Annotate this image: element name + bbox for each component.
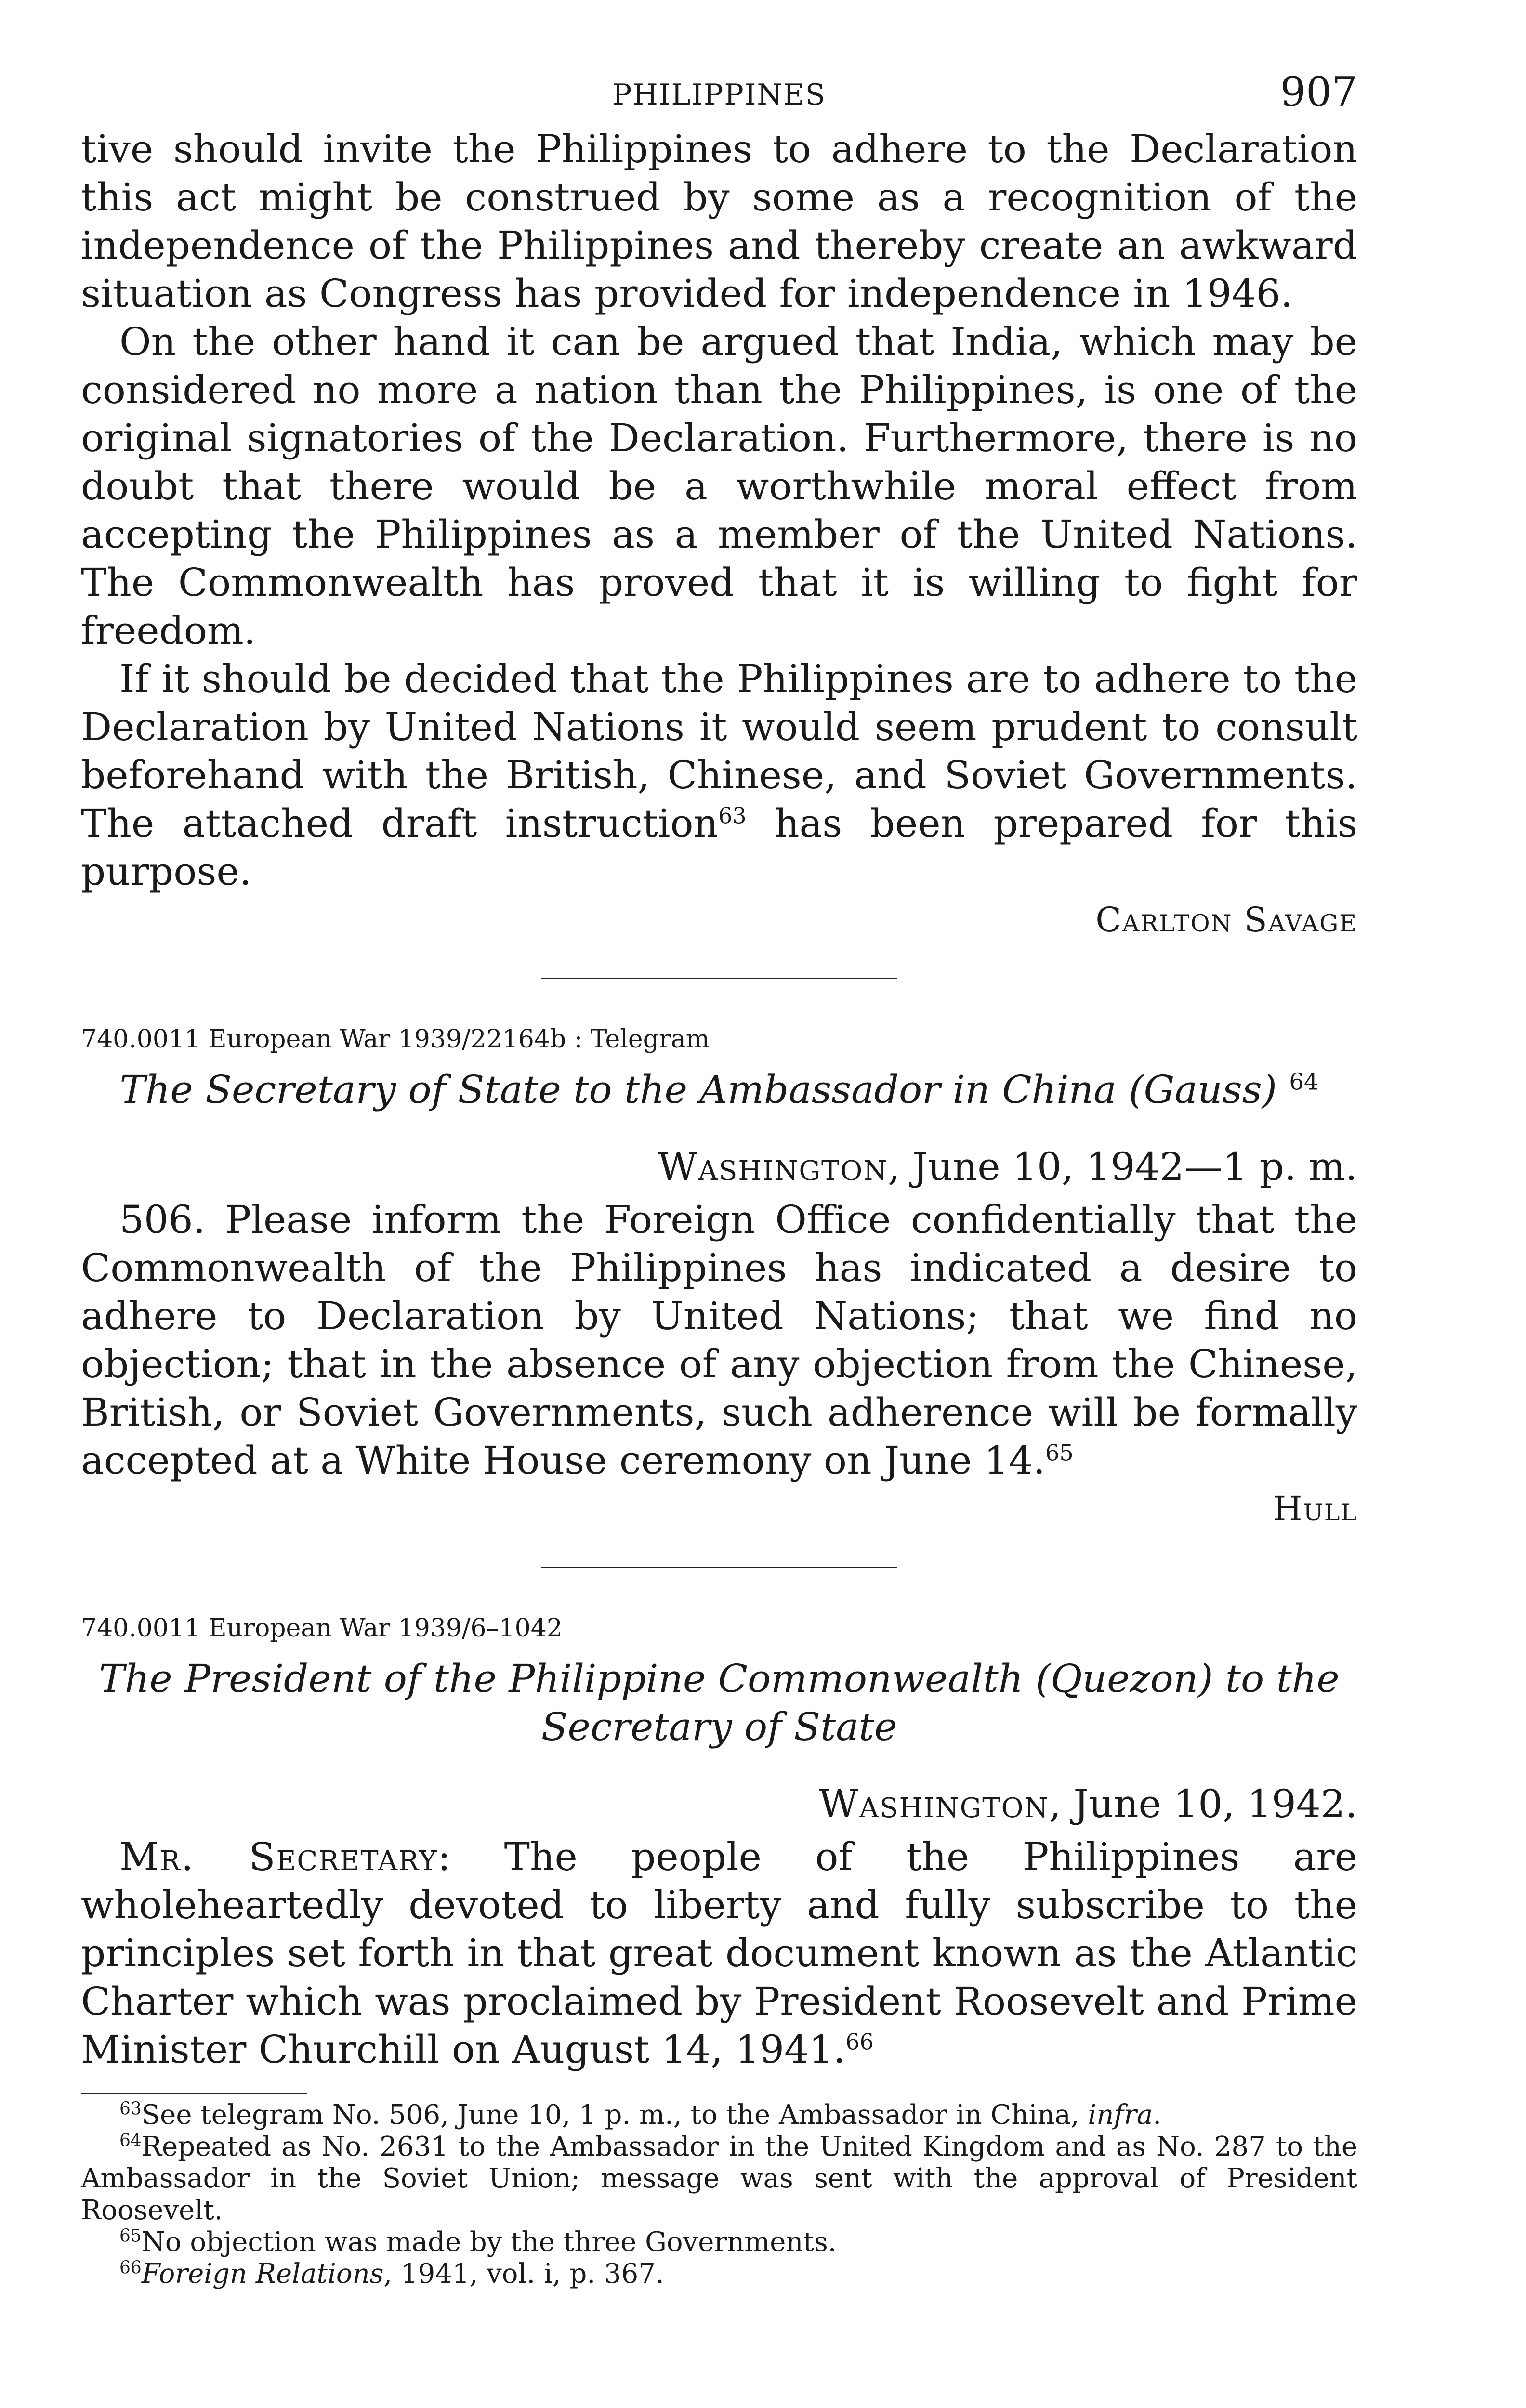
footnote-ref-65: 65 [1045,1440,1074,1466]
section-divider [541,978,897,979]
letter-body [81,1833,1357,2074]
telegram-text: 506. Please inform the Foreign Office confidentially that the Commonwealth of the Philippines has indicated a desire to adhere to Declaration by United Nations; that we find no objection; that in the absence of any objection from the Chinese, British, or Soviet Governments, such adherence will be formally accepted at a White House ceremony on June 14. [81,1197,1357,1483]
dateline-place: Washington [658,1144,888,1189]
document-heading [81,1655,1357,1751]
footnote-text-end: . [1153,2099,1162,2131]
paragraph-text-end: has been prepared for this purpose. [81,801,1358,894]
dateline [81,1143,1357,1191]
footnote-number: 66 [119,2258,142,2278]
heading-text: The Secretary of State to the Ambassador in China (Gauss) [119,1067,1277,1112]
footnote-text: No objection was made by the three Governments. [141,2226,837,2258]
footnote-text-end: , 1941, vol. i, p. 367. [383,2258,664,2290]
footnote-64 [81,2131,1357,2226]
signature-savage: Carlton Savage [1095,900,1357,940]
footnote-text: Repeated as No. 2631 to the Ambassador in the United Kingdom and as No. 287 to the Ambassador in the Soviet Union; message was sent with the approval of President Roosevelt. [81,2131,1357,2226]
section-divider [541,1567,897,1568]
salutation: Mr. Secretary [119,1834,438,1879]
footnote-number: 64 [119,2131,142,2151]
file-reference: 740.0011 European War 1939/22164b : Telegram [81,1025,710,1054]
footnote-italic: infra [1088,2099,1153,2131]
paragraph-consult-governments [81,655,1357,896]
footnote-text: See telegram No. 506, June 10, 1 p. m., to the Ambassador in China, [141,2099,1088,2131]
footnotes [81,2099,1357,2290]
footnote-ref-63: 63 [718,802,747,829]
dateline [81,1780,1357,1828]
dateline-date: , June 10, 1942—1 p. m. [888,1144,1357,1189]
letter-text: : The people of the Philippines are wholeheartedly devoted to liberty and fully subscribe to the principles set forth in that great document known as the Atlantic Charter which was proclaimed by President Roosevelt and Prime Minister Churchill on August 14, 1941. [81,1834,1358,2072]
footnote-italic: Foreign Relations [141,2258,384,2290]
signature-hull: Hull [1273,1489,1357,1529]
dateline-place: Washington [818,1781,1049,1826]
running-header [81,68,1357,125]
document-heading [81,1066,1357,1114]
footnote-divider [81,2093,307,2094]
footnote-ref-64: 64 [1289,1068,1319,1096]
heading-line-1: The President of the Philippine Commonwealth (Quezon) to the [99,1656,1340,1701]
paragraph-india-argument: On the other hand it can be argued that India, which may be considered no more a nation than the Philippines, is one of the original signatories of the Declaration. Furthermore, there is no doubt that there would be a worthwhile moral effect from accepting the Philippines as a member of the United Nations. The Commonwealth has proved that it is willing to fight for freedom. [81,319,1357,653]
telegram-body [81,1196,1357,1485]
running-title: PHILIPPINES [612,78,826,112]
footnote-65 [81,2226,1357,2258]
footnote-66 [81,2258,1357,2290]
document-page [81,68,1358,2290]
footnote-number: 65 [119,2226,142,2246]
paragraph-continuation: tive should invite the Philippines to adhere to the Declaration this act might be construed by some as a recognition of the independence of the Philippines and thereby create an awkward situation as Congress has provided for independence in 1946. [81,127,1357,316]
heading-line-2: Secretary of State [541,1704,897,1749]
page-number: 907 [1280,68,1357,116]
file-reference: 740.0011 European War 1939/6–1042 [81,1614,563,1643]
paragraph-text: If it should be decided that the Philippines are to adhere to the Declaration by United Nations it would seem prudent to consult beforehand with the British, Chinese, and Soviet Governments. The attached draft instruction [81,656,1357,846]
footnote-ref-66: 66 [845,2028,874,2055]
footnote-number: 63 [119,2099,142,2119]
footnote-63 [81,2099,1357,2131]
dateline-date: , June 10, 1942. [1049,1781,1357,1826]
